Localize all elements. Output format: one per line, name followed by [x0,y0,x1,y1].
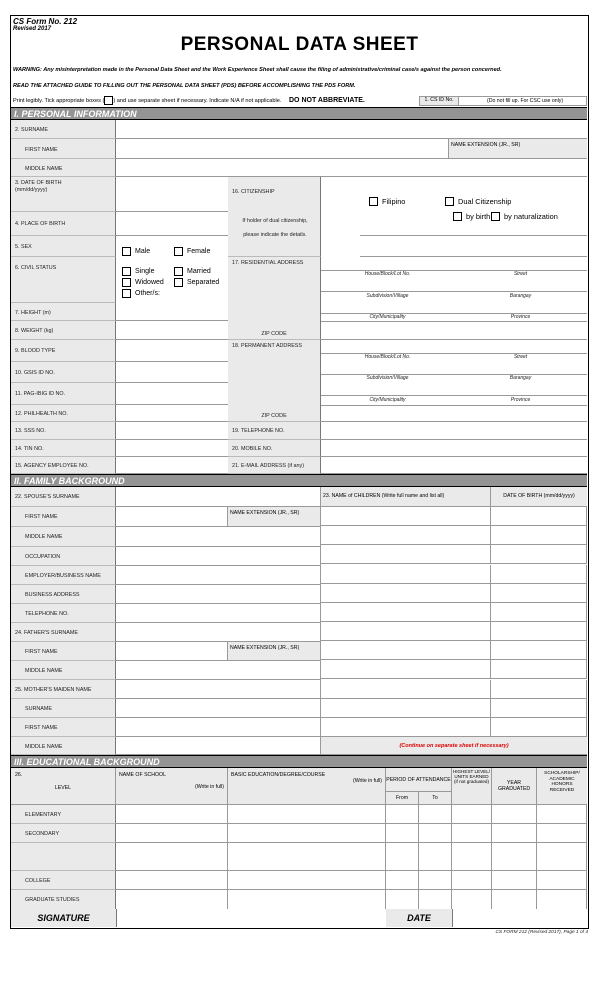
agency-employee-field[interactable] [116,457,228,474]
dual-citizenship-note-2: please indicate the details. [243,232,307,238]
dual-by-birth[interactable]: by birth [453,212,490,221]
child-name-field[interactable] [321,660,491,679]
civil-status-separated[interactable]: Separated [174,278,219,287]
sex-female[interactable]: Female [174,247,210,256]
date-label: DATE [386,909,453,927]
education-field[interactable] [492,890,537,910]
education-field[interactable] [116,890,228,910]
education-field[interactable] [537,805,587,824]
read-guide-text: READ THE ATTACHED GUIDE TO FILLING OUT THE PERSONAL DATA SHEET (PDS) BEFORE ACCOMPLISHING THE PDS FORM. [13,83,356,89]
checkbox-icon [445,197,454,206]
education-units-header: HIGHEST LEVEL/ UNITS EARNED (if not graduated) [452,768,492,805]
do-not-abbreviate: DO NOT ABBREVIATE. [289,96,365,104]
mother-surname-field[interactable] [116,699,321,718]
label-height: 7. HEIGHT (m) [11,303,116,321]
education-field[interactable] [419,805,452,824]
perm-province-caption: Province [510,397,531,403]
citizenship-filipino[interactable]: Filipino [369,197,405,206]
education-field[interactable] [386,805,419,824]
label-tin: 14. TIN NO. [11,440,116,457]
signature-field[interactable] [116,909,387,927]
education-field[interactable] [116,805,228,824]
checkbox-icon [122,247,131,256]
signature-label: SIGNATURE [11,909,117,927]
education-year-header: YEAR GRADUATED [492,768,537,805]
middle-name-field[interactable] [116,159,587,177]
perm-street-caption: Street [513,354,528,360]
education-field[interactable] [228,805,386,824]
label-occupation: OCCUPATION [11,547,116,566]
mother-middle-name-field[interactable] [116,737,321,755]
section-personal-information: I. PERSONAL INFORMATION [11,107,587,120]
child-dob-field[interactable] [491,565,587,584]
education-field[interactable] [116,824,228,843]
education-school-header: NAME OF SCHOOL (Write in full) [116,768,228,805]
dual-citizenship-details-field[interactable] [360,235,587,257]
warning-text: WARNING: Any misinterpretation made in the Personal Data Sheet and the Work Experience Sheet shall cause the filing of administrative/criminal case/s against the person concerned. [13,67,502,73]
education-field[interactable] [116,843,228,871]
dual-citizenship-note-1: If holder of dual citizenship, [242,217,308,224]
education-field[interactable] [537,843,587,871]
res-province-caption: Province [510,314,531,320]
child-name-field[interactable] [321,622,491,641]
spouse-surname-field[interactable] [116,487,321,507]
education-field[interactable] [228,890,386,910]
child-name-field[interactable] [321,641,491,660]
child-dob-field[interactable] [491,699,587,718]
label-college: COLLEGE [11,871,116,890]
child-dob-field[interactable] [491,718,587,737]
label-civil-status: 6. CIVIL STATUS [11,257,116,303]
label-elementary: ELEMENTARY [11,805,116,824]
perm-house-street-field[interactable] [321,340,587,354]
checkbox-icon [174,278,183,287]
label-secondary: SECONDARY [11,824,116,843]
checkbox-icon [369,197,378,206]
business-address-field[interactable] [116,585,321,604]
education-course-header: BASIC EDUCATION/DEGREE/COURSE (Write in full) [228,768,386,805]
education-field[interactable] [386,843,419,871]
education-field[interactable] [419,824,452,843]
csc-use-note: (Do not fill up. For CSC use only) [487,98,564,104]
res-subdivision-caption: Subdivision/Village [366,293,409,299]
child-dob-field[interactable] [491,622,587,641]
education-table [116,805,587,910]
sss-field[interactable] [116,422,228,440]
education-field[interactable] [492,824,537,843]
education-field[interactable] [419,871,452,890]
label-mother-surname: SURNAME [11,699,116,718]
child-name-field[interactable] [321,603,491,622]
footer-page-number: CS FORM 212 (Revised 2017), Page 1 of 4 [495,930,588,935]
mother-first-name-field[interactable] [116,718,321,737]
child-dob-field[interactable] [491,545,587,564]
label-mother-maiden-name: 25. MOTHER'S MAIDEN NAME [11,680,116,699]
res-street-caption: Street [513,271,528,277]
label-date-of-birth: 3. DATE OF BIRTH (mm/dd/yyyy) [11,177,116,212]
spouse-middle-name-field[interactable] [116,527,321,547]
education-field[interactable] [419,890,452,910]
checkbox-icon [491,212,500,221]
res-subdivision-barangay-field[interactable] [321,278,587,292]
label-permanent-address: 18. PERMANENT ADDRESS ZIP CODE [228,340,321,422]
father-surname-field[interactable] [116,623,321,642]
section-family-background: II. FAMILY BACKGROUND [11,474,587,487]
education-to-header: To [419,792,452,805]
height-field[interactable] [116,303,228,321]
education-field[interactable] [452,805,492,824]
pds-form [10,15,589,927]
label-first-name: FIRST NAME [11,139,116,159]
education-field[interactable] [116,871,228,890]
blood-type-field[interactable] [116,340,228,362]
page-title: PERSONAL DATA SHEET [180,34,419,55]
label-weight: 8. WEIGHT (kg) [11,321,116,340]
civil-status-widowed[interactable]: Widowed [122,278,164,287]
label-sss: 13. SSS NO. [11,422,116,440]
education-from-header: From [386,792,419,805]
label-citizenship: 16. CITIZENSHIP If holder of dual citizenship, please indicate the details. [228,177,321,257]
child-dob-field[interactable] [491,507,587,526]
label-spouse-middle-name: MIDDLE NAME [11,527,116,547]
education-level-header: 26. LEVEL [11,768,116,805]
spouse-first-name-field[interactable] [116,507,228,527]
education-field[interactable] [492,805,537,824]
perm-house-caption: House/Block/Lot No. [364,354,411,360]
res-barangay-caption: Barangay [509,293,532,299]
checkbox-icon [122,267,131,276]
spouse-name-extension: NAME EXTENSION (JR., SR) [228,507,321,527]
education-field[interactable] [386,824,419,843]
education-honors-header: SCHOLARSHIP/ ACADEMIC HONORS RECEIVED [537,768,587,805]
perm-zip-field[interactable] [321,405,587,422]
label-vocational [11,843,116,871]
employer-field[interactable] [116,566,321,585]
education-field[interactable] [452,890,492,910]
education-field[interactable] [492,843,537,871]
perm-subdivision-barangay-field[interactable] [321,361,587,375]
first-name-field[interactable] [116,139,449,159]
label-mother-middle-name: MIDDLE NAME [11,737,116,755]
label-blood-type: 9. BLOOD TYPE [11,340,116,362]
tin-field[interactable] [116,440,228,457]
education-field[interactable] [419,843,452,871]
label-gsis: 10. GSIS ID NO. [11,362,116,383]
citizenship-dual[interactable]: Dual Citizenship [445,197,511,206]
res-house-caption: House/Block/Lot No. [364,271,411,277]
label-father-surname: 24. FATHER'S SURNAME [11,623,116,642]
education-field[interactable] [228,871,386,890]
father-middle-name-field[interactable] [116,661,321,680]
pagibig-field[interactable] [116,383,228,405]
children-table [321,507,587,737]
label-res-zip: ZIP CODE [261,330,287,337]
children-continue-note: (Continue on separate sheet if necessary) [399,743,509,749]
child-name-field[interactable] [321,507,491,526]
education-field[interactable] [386,890,419,910]
label-agency-employee: 15. AGENCY EMPLOYEE NO. [11,457,116,474]
child-name-field[interactable] [321,699,491,718]
label-perm-zip: ZIP CODE [261,412,287,419]
label-pagibig: 11. PAG-IBIG ID NO. [11,383,116,405]
place-of-birth-field[interactable] [116,212,228,236]
label-email: 21. E-MAIL ADDRESS (if any) [228,457,321,474]
form-number: CS Form No. 212 [13,17,78,26]
label-philhealth: 12. PHILHEALTH NO. [11,405,116,422]
education-field[interactable] [228,843,386,871]
education-field[interactable] [537,824,587,843]
children-dob-header: DATE OF BIRTH (mm/dd/yyyy) [491,487,587,507]
section-educational-background: III. EDUCATIONAL BACKGROUND [11,755,587,768]
child-dob-field[interactable] [491,584,587,603]
res-city-province-field[interactable] [321,300,587,314]
signature-row [10,909,589,929]
perm-city-province-field[interactable] [321,382,587,396]
education-field[interactable] [228,824,386,843]
child-dob-field[interactable] [491,603,587,622]
checkbox-icon [174,267,183,276]
civil-status-single[interactable]: Single [122,267,154,276]
email-field[interactable] [321,457,587,474]
res-zip-field[interactable] [321,321,587,340]
education-attendance-header: PERIOD OF ATTENDANCE [386,768,452,792]
education-field[interactable] [452,843,492,871]
label-father-first-name: FIRST NAME [11,642,116,661]
label-sex: 5. SEX [11,236,116,257]
child-name-field[interactable] [321,718,491,737]
tick-box-sample [104,96,113,105]
child-dob-field[interactable] [491,660,587,679]
child-name-field[interactable] [321,565,491,584]
label-surname: 2. SURNAME [11,120,116,139]
child-dob-field[interactable] [491,641,587,660]
label-place-of-birth: 4. PLACE OF BIRTH [11,212,116,236]
label-mobile: 20. MOBILE NO. [228,440,321,457]
child-name-field[interactable] [321,526,491,545]
education-field[interactable] [386,871,419,890]
civil-status-others[interactable]: Other/s: [122,289,160,298]
education-field[interactable] [537,871,587,890]
education-field[interactable] [537,890,587,910]
checkbox-icon [174,247,183,256]
print-instructions: Print legibly. Tick appropriate boxes ( ) and use separate sheet if necessary. Indicate N/A if not applicable. DO NOT ABBREVIATE. [13,96,365,104]
res-house-street-field[interactable] [321,257,587,271]
label-spouse-surname: 22. SPOUSE'S SURNAME [11,487,116,507]
civil-status-married[interactable]: Married [174,267,211,276]
children-continue-row [321,737,587,755]
spouse-telephone-field[interactable] [116,604,321,623]
label-employer: EMPLOYER/BUSINESS NAME [11,566,116,585]
label-spouse-telephone: TELEPHONE NO. [11,604,116,623]
label-graduate-studies: GRADUATE STUDIES [11,890,116,910]
label-father-middle-name: MIDDLE NAME [11,661,116,680]
children-header: 23. NAME of CHILDREN (Write full name and list all) [321,487,491,507]
child-name-field[interactable] [321,545,491,564]
perm-subdivision-caption: Subdivision/Village [366,375,409,381]
label-name-extension: NAME EXTENSION (JR., SR) [449,139,587,159]
gsis-field[interactable] [116,362,228,383]
education-field[interactable] [492,871,537,890]
telephone-field[interactable] [321,422,587,440]
label-business-address: BUSINESS ADDRESS [11,585,116,604]
dual-by-naturalization[interactable]: by naturalization [491,212,558,221]
checkbox-icon [122,289,131,298]
label-mother-first-name: FIRST NAME [11,718,116,737]
child-name-field[interactable] [321,680,491,699]
label-spouse-first-name: FIRST NAME [11,507,116,527]
weight-field[interactable] [116,321,228,340]
sex-male[interactable]: Male [122,247,150,256]
form-revision: Revised 2017 [13,26,52,32]
child-dob-field[interactable] [491,680,587,699]
child-dob-field[interactable] [491,526,587,545]
education-field[interactable] [452,871,492,890]
father-name-extension: NAME EXTENSION (JR., SR) [228,642,321,661]
surname-field[interactable] [116,120,587,139]
child-name-field[interactable] [321,584,491,603]
occupation-field[interactable] [116,547,321,566]
mobile-field[interactable] [321,440,587,457]
label-middle-name: MIDDLE NAME [11,159,116,177]
label-residential-address: 17. RESIDENTIAL ADDRESS ZIP CODE [228,257,321,340]
checkbox-icon [122,278,131,287]
res-city-caption: City/Municipality [369,314,406,320]
checkbox-icon [453,212,462,221]
perm-city-caption: City/Municipality [369,397,406,403]
education-field[interactable] [452,824,492,843]
date-field[interactable] [452,909,587,927]
perm-barangay-caption: Barangay [509,375,532,381]
mother-maiden-name-field[interactable] [116,680,321,699]
label-telephone: 19. TELEPHONE NO. [228,422,321,440]
cs-id-label: 1. CS ID No. [419,96,459,106]
philhealth-field[interactable] [116,405,228,422]
father-first-name-field[interactable] [116,642,228,661]
date-of-birth-field[interactable] [116,177,228,212]
